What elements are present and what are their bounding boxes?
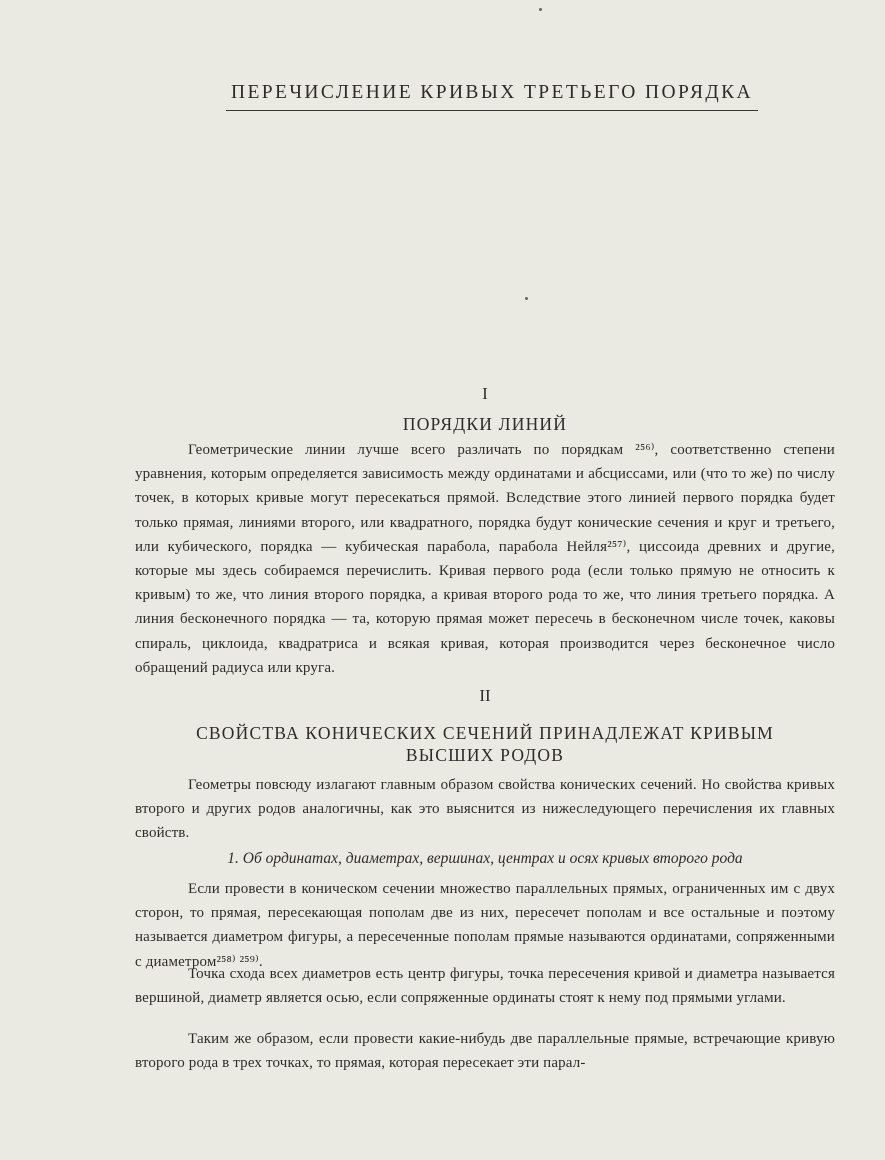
- section-title: СВОЙСТВА КОНИЧЕСКИХ СЕЧЕНИЙ ПРИНАДЛЕЖАТ КРИВЫМ: [196, 723, 774, 743]
- subheading: 1. Об ординатах, диаметрах, вершинах, центрах и осях кривых второго рода: [227, 850, 743, 867]
- section-title: ПОРЯДКИ ЛИНИЙ: [402, 414, 568, 434]
- scan-speck: [525, 297, 528, 300]
- header-rule: [226, 110, 758, 111]
- section-title-continued: ВЫСШИХ РОДОВ: [405, 745, 565, 765]
- paragraph: Геометрические линии лучше всего различать по порядкам ²⁵⁶⁾, соответственно степени уравнения, которым определяется зависимость между ординатами и абсциссами, или (что то же) по числу точек, в которых кривые могут пересекаться прямой. Вследствие этого линией первого порядка будет только прямая, линиями второго, или квадратного, порядка будут конические сечения и круг и третьего, или кубического, порядка — кубическая парабола, парабола Нейля²⁵⁷⁾, циссоида древних и другие, которые мы здесь собираемся перечислить. Кривая первого рода (если только прямую не относить к кривым) то же, что линия второго порядка, а кривая второго рода то же, что линия третьего порядка. А линия бесконечного порядка — та, которую прямая может пересечь в бесконечном числе точек, каковы спираль, циклоида, квадратриса и всякая кривая, которая производится через бесконечное число обращений радиуса или круга.: [135, 442, 835, 676]
- paragraph: Геометры повсюду излагают главным образом свойства конических сечений. Но свойства кривых второго и других родов аналогичны, как это выяснится из нижеследующего перечисления их главных свойств.: [135, 777, 835, 842]
- section-numeral: II: [479, 686, 491, 705]
- paragraph: Таким же образом, если провести какие-нибудь две параллельные прямые, встречающие кривую второго рода в трех точках, то прямая, которая пересекает эти парал-: [135, 1031, 835, 1072]
- paragraph: Точка схода всех диаметров есть центр фигуры, точка пересечения кривой и диаметра называется вершиной, диаметр является осью, если сопряженные ординаты стоят к нему под прямыми углами.: [135, 966, 835, 1007]
- scan-speck: [539, 8, 542, 11]
- running-head: ПЕРЕЧИСЛЕНИЕ КРИВЫХ ТРЕТЬЕГО ПОРЯДКА: [230, 82, 754, 103]
- paragraph: Если провести в коническом сечении множество параллельных прямых, ограниченных им с двух сторон, то прямая, пересекающая пополам две из них, пересечет пополам и все остальные и поэтому называется диаметром фигуры, а пересеченные пополам прямые называются ординатами, сопряженными с диаметром²⁵⁸⁾ ²⁵⁹⁾.: [135, 881, 835, 970]
- section-numeral: I: [482, 384, 488, 403]
